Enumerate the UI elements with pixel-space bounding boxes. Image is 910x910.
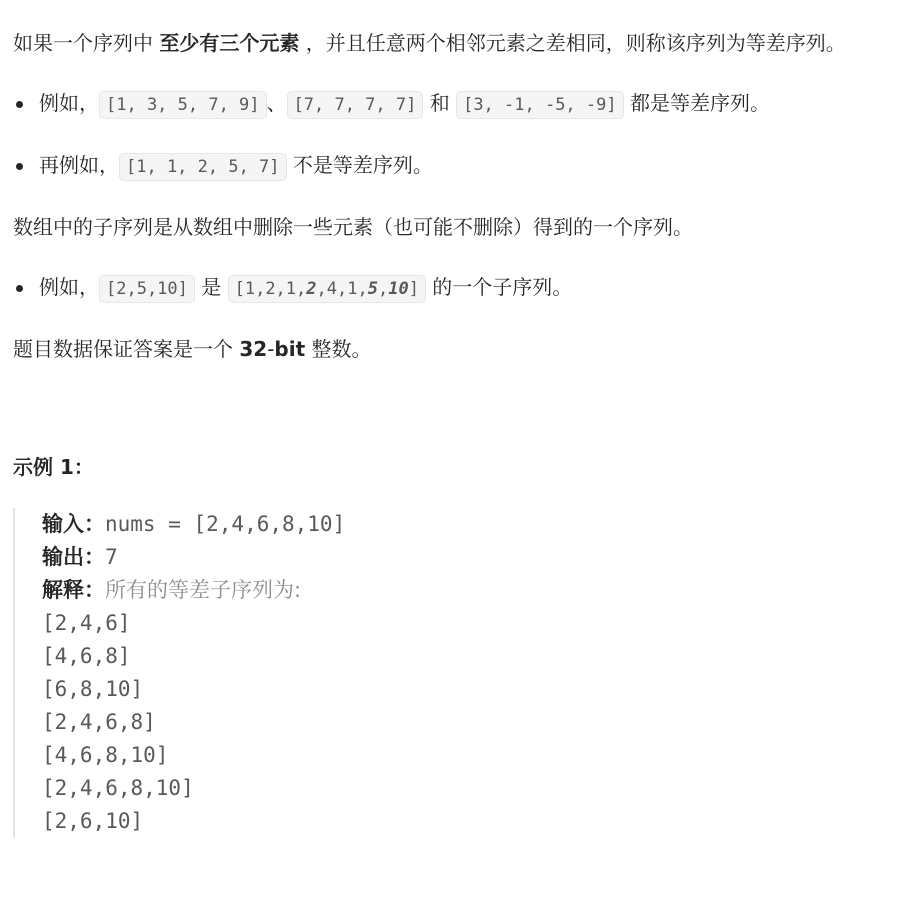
bullet-tail: 都是等差序列。 xyxy=(623,91,770,115)
bullet-dot-icon xyxy=(16,101,23,108)
guarantee-dash: - xyxy=(267,337,275,361)
output-value: 7 xyxy=(105,545,118,569)
code-part: [1,2,1, xyxy=(234,279,307,299)
sequence-line: [2,4,6,8,10] xyxy=(42,776,194,800)
non-arithmetic-examples-list xyxy=(13,148,893,184)
guarantee-paragraph xyxy=(13,332,893,366)
subsequence-definition: 数组中的子序列是从数组中删除一些元素（也可能不删除）得到的一个序列。 xyxy=(13,215,693,239)
example-output-line xyxy=(42,541,893,574)
sequence-line: [2,4,6,8] xyxy=(42,710,156,734)
input-label: 输入： xyxy=(42,512,105,536)
sequence-line: [4,6,8] xyxy=(42,644,131,668)
guarantee-prefix: 题目数据保证答案是一个 xyxy=(13,337,240,361)
explain-value: 所有的等差子序列为: xyxy=(105,578,302,602)
code-sample: [3, -1, -5, -9] xyxy=(456,91,624,119)
example-block xyxy=(13,508,893,838)
bullet-lead: 例如， xyxy=(39,91,99,115)
example-input-line xyxy=(42,508,893,541)
code-sample: [2,5,10] xyxy=(99,275,195,303)
sequence-line: [2,4,6] xyxy=(42,611,131,635)
arithmetic-examples-list xyxy=(13,86,893,122)
list-item xyxy=(13,86,893,122)
bullet-tail: 的一个子序列。 xyxy=(425,275,573,299)
code-sample: [1, 3, 5, 7, 9] xyxy=(99,91,267,119)
code-part-emphasis: 10 xyxy=(388,279,409,299)
code-part: ] xyxy=(408,279,419,299)
output-label: 输出： xyxy=(42,545,105,569)
code-part: ,4,1, xyxy=(316,279,368,299)
separator: 是 xyxy=(194,275,228,299)
intro-prefix: 如果一个序列中 xyxy=(13,31,160,55)
sequence-line: [2,6,10] xyxy=(42,809,144,833)
bullet-dot-icon xyxy=(16,285,23,292)
sequence-line: [4,6,8,10] xyxy=(42,743,169,767)
list-item xyxy=(13,148,893,184)
bullet-dot-icon xyxy=(16,163,23,170)
guarantee-bold: bit xyxy=(274,337,306,361)
code-sample: [7, 7, 7, 7] xyxy=(287,91,424,119)
separator: 、 xyxy=(266,91,287,115)
code-part-emphasis: 5 xyxy=(367,279,378,299)
list-item xyxy=(13,270,893,306)
code-part: , xyxy=(377,279,389,299)
input-value: nums = [2,4,6,8,10] xyxy=(105,512,346,536)
bullet-tail: 不是等差序列。 xyxy=(286,153,433,177)
example-title: 示例 1： xyxy=(13,455,94,479)
bullet-lead: 再例如， xyxy=(39,153,119,177)
code-sample: [1, 1, 2, 5, 7] xyxy=(119,153,287,181)
subsequence-examples-list xyxy=(13,270,893,306)
explain-label: 解释： xyxy=(42,578,105,602)
sequence-line: [6,8,10] xyxy=(42,677,144,701)
intro-bold: 至少有三个元素 xyxy=(159,31,300,55)
separator: 和 xyxy=(423,91,457,115)
guarantee-suffix: 整数。 xyxy=(305,337,372,361)
intro-paragraph xyxy=(13,0,893,60)
code-sample xyxy=(228,275,426,303)
bullet-lead: 例如， xyxy=(39,275,99,299)
intro-suffix: ，并且任意两个相邻元素之差相同，则称该序列为等差序列。 xyxy=(299,31,846,55)
example-explain-line xyxy=(42,574,893,607)
guarantee-bold: 32 xyxy=(239,337,268,361)
code-part-emphasis: 2 xyxy=(306,279,317,299)
